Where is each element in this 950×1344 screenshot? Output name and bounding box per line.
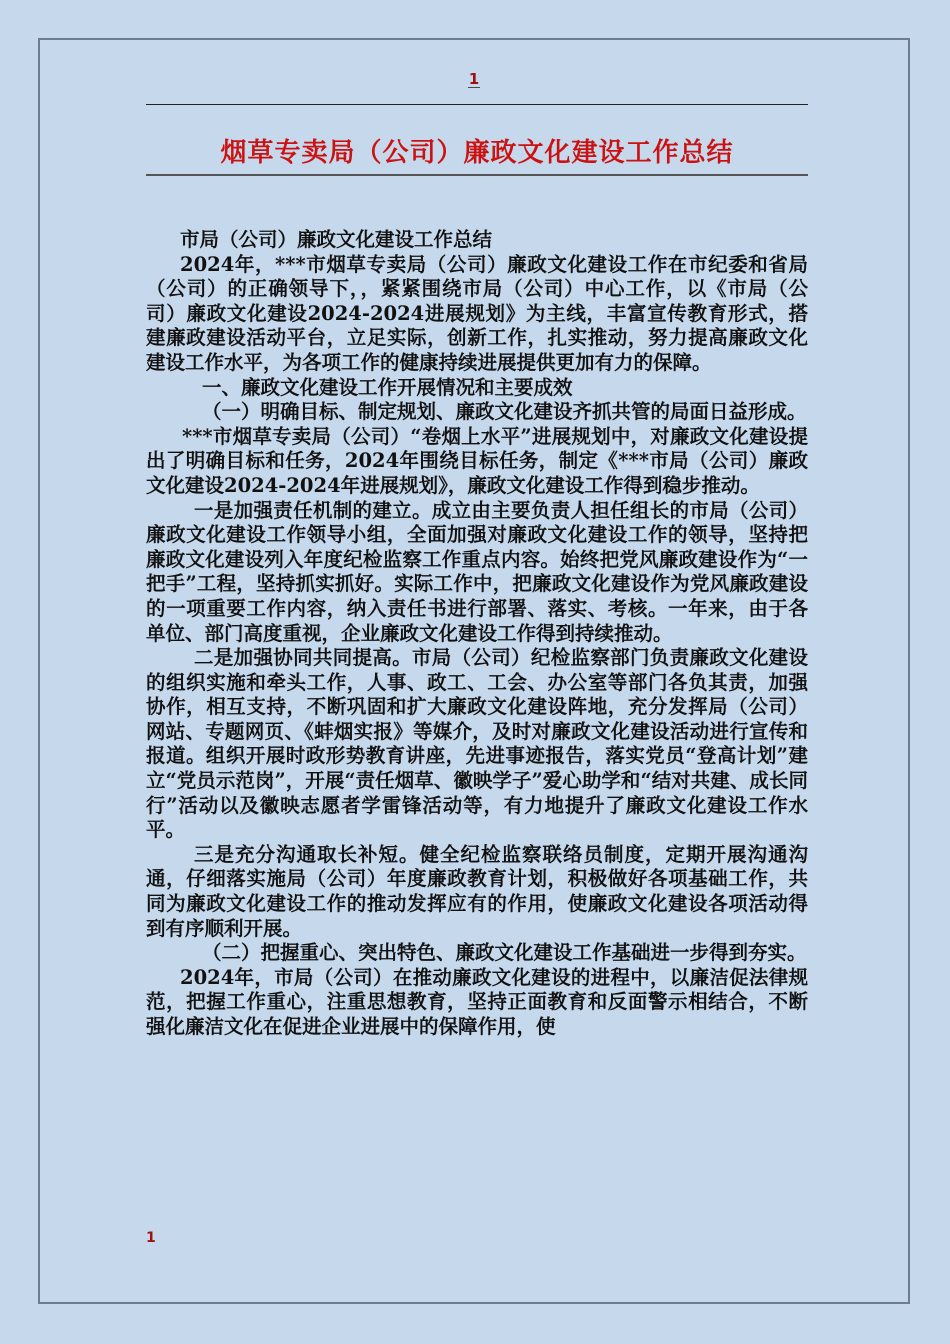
paragraph-point-1: 一是加强责任机制的建立。成立由主要负责人担任组长的市局（公司）廉政文化建设工作领导小组，全面加强对廉政文化建设工作的领导，坚持把廉政文化建设列入年度纪检监察工作重点内容。始终把党风廉政建设作为“一把手”工程，坚持抓实抓好。实际工作中，把廉政文化建设作为党风廉政建设的一项重要工作内容，纳入责任书进行部署、落实、考核。一年来，由于各单位、部门高度重视，企业廉政文化建设工作得到持续推动。 <box>146 498 808 645</box>
paragraph-intro: 2024年，***市烟草专卖局（公司）廉政文化建设工作在市纪委和省局（公司）的正确领导下，，紧紧围绕市局（公司）中心工作，以《市局（公司）廉政文化建设2024-2024进展规划》为主线，丰富宣传教育形式，搭建廉政建设活动平台，立足实际，创新工作，扎实推动，努力提高廉政文化建设工作水平，为各项工作的健康持续进展提供更加有力的保障。 <box>146 252 808 374</box>
paragraph-plan: ***市烟草专卖局（公司）“卷烟上水平”进展规划中，对廉政文化建设提出了明确目标和任务，2024年围绕目标任务，制定《***市局（公司）廉政文化建设2024-2024年进展规划》，廉政文化建设工作得到稳步推动。 <box>146 424 808 497</box>
document-page <box>38 38 910 1304</box>
subsection-heading-1: （一）明确目标、制定规划、廉政文化建设齐抓共管的局面日益形成。 <box>202 400 807 424</box>
paragraph-subtitle: 市局（公司）廉政文化建设工作总结 <box>180 228 493 251</box>
document-body <box>146 228 808 1040</box>
header-page-number: 1 <box>468 70 480 88</box>
document-title: 烟草专卖局（公司）廉政文化建设工作总结 <box>220 138 734 168</box>
header-rule <box>146 104 808 105</box>
paragraph-point-2: 二是加强协同共同提高。市局（公司）纪检监察部门负责廉政文化建设的组织实施和牵头工作，人事、政工、工会、办公室等部门各负其责，加强协作，相互支持，不断巩固和扩大廉政文化建设阵地，充分发挥局（公司）网站、专题网页、《蚌烟实报》等媒介，及时对廉政文化建设活动进行宣传和报道。组织开展时政形势教育讲座，先进事迹报告，落实党员“登高计划”建立“党员示范岗”，开展“责任烟草、徽映学子”爱心助学和“结对共建、成长同行”活动以及徽映志愿者学雷锋活动等，有力地提升了廉政文化建设工作水平。 <box>146 646 808 842</box>
title-rule <box>146 174 808 176</box>
paragraph-point-3: 三是充分沟通取长补短。健全纪检监察联络员制度，定期开展沟通沟通，仔细落实施局（公司）年度廉政教育计划，积极做好各项基础工作，共同为廉政文化建设工作的推动发挥应有的作用，使廉政文化建设各项活动得到有序顺利开展。 <box>146 842 808 940</box>
subsection-heading-2: （二）把握重心、突出特色、廉政文化建设工作基础进一步得到夯实。 <box>202 941 807 965</box>
paragraph-2024: 2024年，市局（公司）在推动廉政文化建设的进程中，以廉洁促法律规范，把握工作重心，注重思想教育，坚持正面教育和反面警示相结合，不断强化廉洁文化在促进企业进展中的保障作用，使 <box>146 965 808 1038</box>
section-heading-1: 一、廉政文化建设工作开展情况和主要成效 <box>202 375 573 399</box>
footer-page-number: 1 <box>146 1230 156 1246</box>
